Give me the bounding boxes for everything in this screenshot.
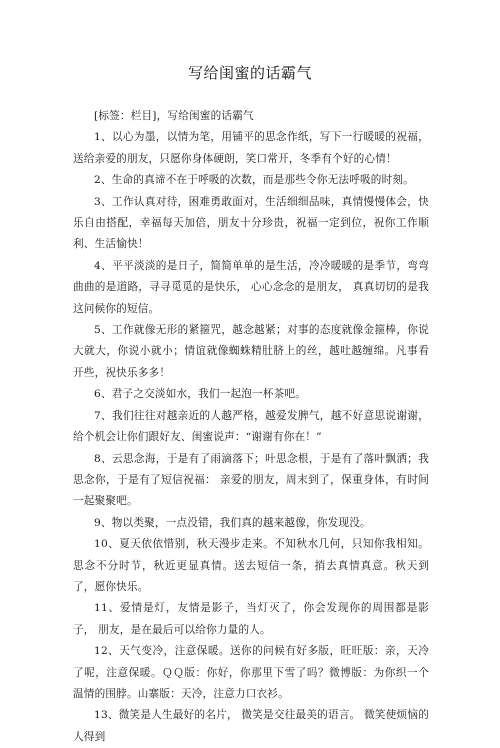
paragraph-13: 13、微笑是人生最好的名片， 微笑是交往最美的语言。 微笑使烦恼的人得到 (73, 709, 429, 743)
paragraph-3: 3、工作认真对待，困难勇敢面对，生活细细品味，真情慢慢体会，快乐自由搭配，幸福每天加倍，朋友十分珍贵，祝福一定到位，祝你工作顺利、生活愉快！ (73, 195, 429, 251)
paragraph-8: 8、云思念海，于是有了雨滴落下；叶思念根，于是有了落叶飘洒；我思念你，于是有了短信祝福： 亲爱的朋友，周末到了，保重身体，有时间一起聚聚吧。 (73, 452, 429, 508)
paragraph-10: 10、夏天依依惜别，秋天漫步走来。不知秋水几何，只知你我相知。思念不分时节，秋近更显真情。送去短信一条，捎去真情真意。秋天到了，愿你快乐。 (73, 538, 429, 593)
paragraph-4: 4、平平淡淡的是日子，简简单单的是生活，冷冷暖暖的是季节，弯弯曲曲的是道路，寻寻觅觅的是快乐， 心心念念的是朋友， 真真切切的是我这问候你的短信。 (73, 259, 429, 315)
document-title: 写给闺蜜的话霸气 (187, 64, 312, 82)
paragraph-9: 9、物以类聚，一点没错，我们真的越来越像，你发现没。 (94, 516, 371, 529)
paragraph-2: 2、生命的真谛不在于呼吸的次数，而是那些令你无法呼吸的时刻。 (94, 174, 414, 187)
paragraph-5: 5、工作就像无形的紧箍咒，越念越紧；对事的态度就像金箍棒，你说大就大，你说小就小；情谊就像蜘蛛精肚脐上的丝，越吐越缠绵。凡事看开些，祝快乐多多！ (73, 324, 429, 379)
paragraph-1: 1、以心为墨，以情为笔，用铺平的思念作纸，写下一行暖暖的祝福，送给亲爱的朋友，只愿你身体硬朗，笑口常开，冬季有个好的心情！ (73, 131, 429, 165)
paragraph-11: 11、爱情是灯，友情是影子，当灯灭了，你会发现你的周围都是影子， 朋友，是在最后可以给你力量的人。 (73, 602, 429, 636)
paragraph-tags: [标签：栏目]，写给闺蜜的话霸气 (94, 110, 254, 122)
paragraph-7: 7、我们往往对越亲近的人越严格，越爱发脾气，越不好意思说谢谢，给个机会让你们跟好友、闺蜜说声：“谢谢有你在！” (73, 409, 429, 444)
document-body (73, 106, 429, 748)
paragraph-6: 6、君子之交淡如水，我们一起泡一杯茶吧。 (94, 388, 307, 401)
paragraph-12: 12、天气变冷，注意保暖。送你的问候有好多版，旺旺版：亲，天冷了呢，注意保暖。ＱＱ版：你好，你那里下雪了吗？微博版：为你织一个温情的围脖。山寨版：天冷，注意力口衣衫。 (73, 645, 429, 700)
